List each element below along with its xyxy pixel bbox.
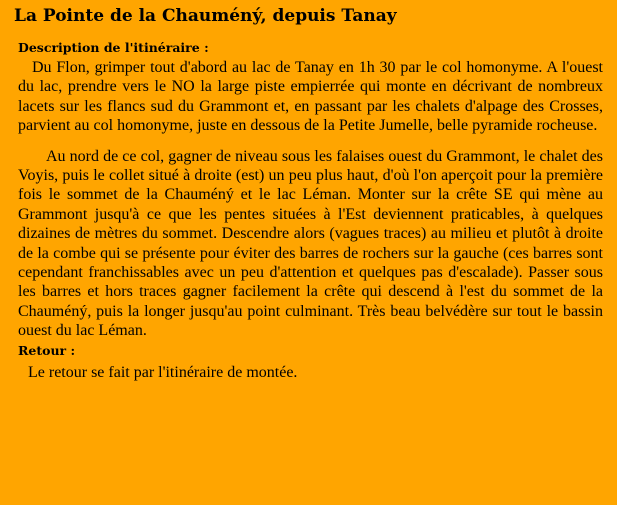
page-title: La Pointe de la Chauméný, depuis Tanay bbox=[14, 6, 397, 26]
retour-heading: Retour : bbox=[18, 342, 76, 358]
retour-text: Le retour se fait par l'itinéraire de montée. bbox=[28, 363, 298, 381]
description-paragraph-1: Du Flon, grimper tout d'abord au lac de Tanay en 1h 30 par le col homonyme. A l'ouest du lac, prendre vers le NO la large piste empierrée qui monte en décrivant de nombreux lacets sur les flancs sud du Grammont et, en passant par les chalets d'alpage des Crosses, parvient au col homonyme, juste en dessous de la Petite Jumelle, belle pyramide rocheuse. bbox=[18, 59, 603, 135]
description-heading: Description de l'itinéraire : bbox=[18, 40, 209, 55]
description-paragraph-2: Au nord de ce col, gagner de niveau sous les falaises ouest du Grammont, le chalet des Voyis, puis le collet situé à droite (est) un peu plus haut, d'où l'on aperçoit pour la première fois le sommet de la Chauméný et le lac Léman. Monter sur la crête SE qui mène au Grammont jusqu'à ce que les pentes situées à l'Est deviennent praticables, à quelques dizaines de mètres du sommet. Descendre alors (vagues traces) au milieu et plutôt à droite de la combe qui se présente pour éviter des barres de rochers sur la gauche (ces barres sont cependant franchissables avec un peu d'attention et quelques pas d'escalade). Passer sous les barres et hors traces gagner facilement la crête qui descend à l'est du sommet de la Chauméný, puis la longer jusqu'au point culminant. Très beau belvédère sur tout le bassin ouest du lac Léman. bbox=[18, 147, 603, 340]
